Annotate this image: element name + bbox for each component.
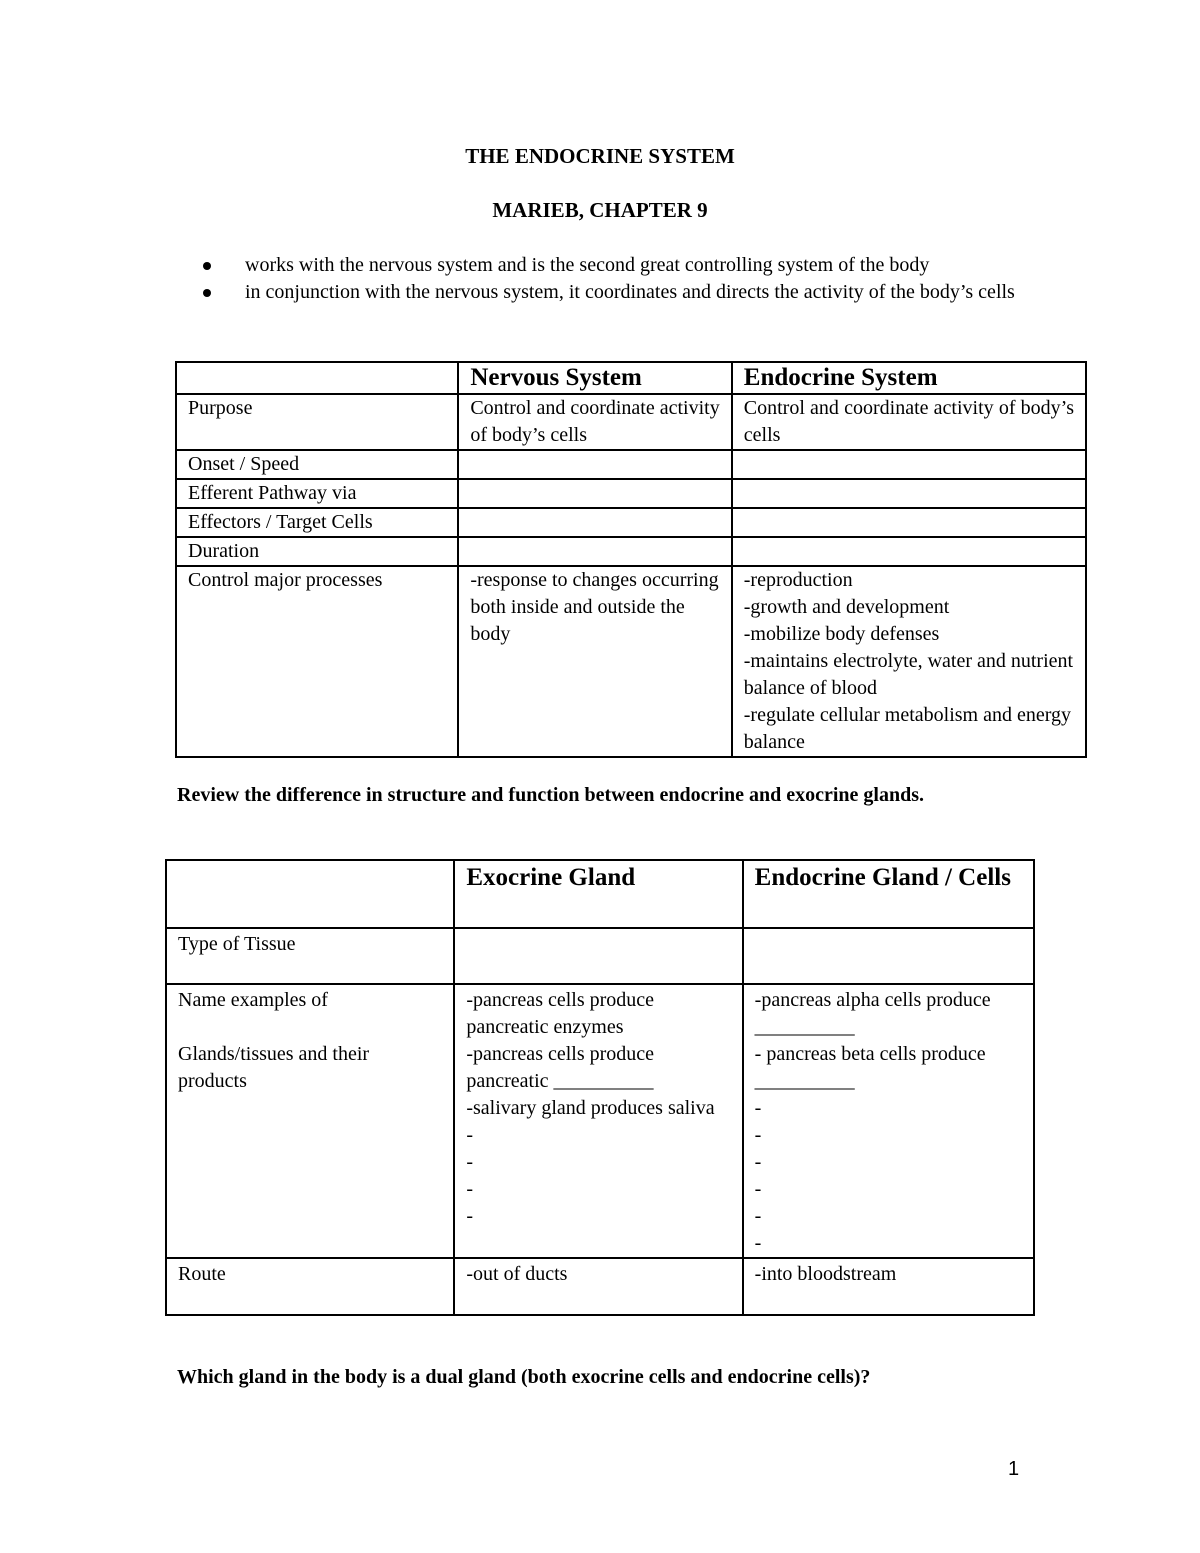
process-line: -growth and development [743,596,950,618]
header-cell-blank [176,362,458,394]
header-nervous-system: Nervous System [458,362,731,394]
example-line: - [754,1205,762,1227]
row-label: Onset / Speed [176,450,458,479]
table-row [176,508,1086,537]
page-number: 1 [1008,1458,1020,1480]
table-row [166,984,1034,1258]
header-exocrine-gland: Exocrine Gland [454,860,742,928]
endocrine-cell [732,566,1086,757]
nervous-vs-endocrine-table [175,361,1087,758]
example-line: - pancreas beta cells produce __________ [754,1043,986,1092]
intro-bullet-list [200,252,1020,306]
table-row [176,394,1086,450]
endocrine-cell: Control and coordinate activity of body’s cells [732,394,1086,450]
review-instruction: Review the difference in structure and function between endocrine and exocrine glands. [177,784,924,806]
exocrine-cell [454,984,742,1258]
nervous-cell [458,450,731,479]
page-subtitle: MARIEB, CHAPTER 9 [492,198,708,222]
row-label [166,984,454,1258]
page-title: THE ENDOCRINE SYSTEM [465,144,735,168]
example-line: -pancreas alpha cells produce __________ [754,989,991,1038]
example-line: -salivary gland produces saliva [466,1097,715,1119]
nervous-cell [458,537,731,566]
row-label: Control major processes [176,566,458,757]
bullet-icon [203,262,211,270]
header-endocrine-system: Endocrine System [732,362,1086,394]
row-label: Route [166,1258,454,1315]
example-line: - [466,1151,474,1173]
example-line: - [466,1205,474,1227]
endocrine-cell: -into bloodstream [743,1258,1034,1315]
table-row [166,928,1034,984]
exocrine-cell: -out of ducts [454,1258,742,1315]
example-line: - [754,1151,762,1173]
endocrine-cell [743,928,1034,984]
nervous-cell: Control and coordinate activity of body’s cells [458,394,731,450]
table-row [176,566,1086,757]
nervous-cell [458,566,731,757]
table-header-row [176,362,1086,394]
endocrine-cell [732,537,1086,566]
endocrine-cell [732,450,1086,479]
example-line: -pancreas cells produce pancreatic enzymes [466,989,655,1038]
nervous-cell [458,508,731,537]
endocrine-cell [743,984,1034,1258]
process-line: -mobilize body defenses [743,623,940,645]
list-item: works with the nervous system and is the second great controlling system of the body [200,252,1020,279]
table-row [166,1258,1034,1315]
process-line: -regulate cellular metabolism and energy balance [743,704,1072,753]
example-line: - [754,1232,762,1254]
example-line: - [754,1097,762,1119]
process-line: -reproduction [743,569,853,591]
dual-gland-question: Which gland in the body is a dual gland (both exocrine cells and endocrine cells)? [177,1366,871,1388]
process-line: -response to changes occurring both inside and outside the body [470,569,719,645]
process-line: -maintains electrolyte, water and nutrient balance of blood [743,650,1074,699]
table-row [176,537,1086,566]
example-line: - [754,1124,762,1146]
label-line: Glands/tissues and their products [178,1043,370,1092]
header-endocrine-gland: Endocrine Gland / Cells [743,860,1034,928]
table-row [176,479,1086,508]
nervous-cell [458,479,731,508]
example-line: - [754,1178,762,1200]
row-label: Duration [176,537,458,566]
list-item: in conjunction with the nervous system, it coordinates and directs the activity of the body’s cells [200,279,1020,306]
row-label: Efferent Pathway via [176,479,458,508]
label-line: Name examples of [178,989,328,1011]
endocrine-cell [732,508,1086,537]
row-label: Effectors / Target Cells [176,508,458,537]
header-cell-blank [166,860,454,928]
bullet-icon [203,289,211,297]
example-line: -pancreas cells produce pancreatic __________ [466,1043,655,1092]
table-row [176,450,1086,479]
example-line: - [466,1178,474,1200]
endocrine-cell [732,479,1086,508]
example-line: - [466,1124,474,1146]
row-label: Purpose [176,394,458,450]
row-label: Type of Tissue [166,928,454,984]
exocrine-vs-endocrine-table [165,859,1035,1316]
table-header-row [166,860,1034,928]
exocrine-cell [454,928,742,984]
